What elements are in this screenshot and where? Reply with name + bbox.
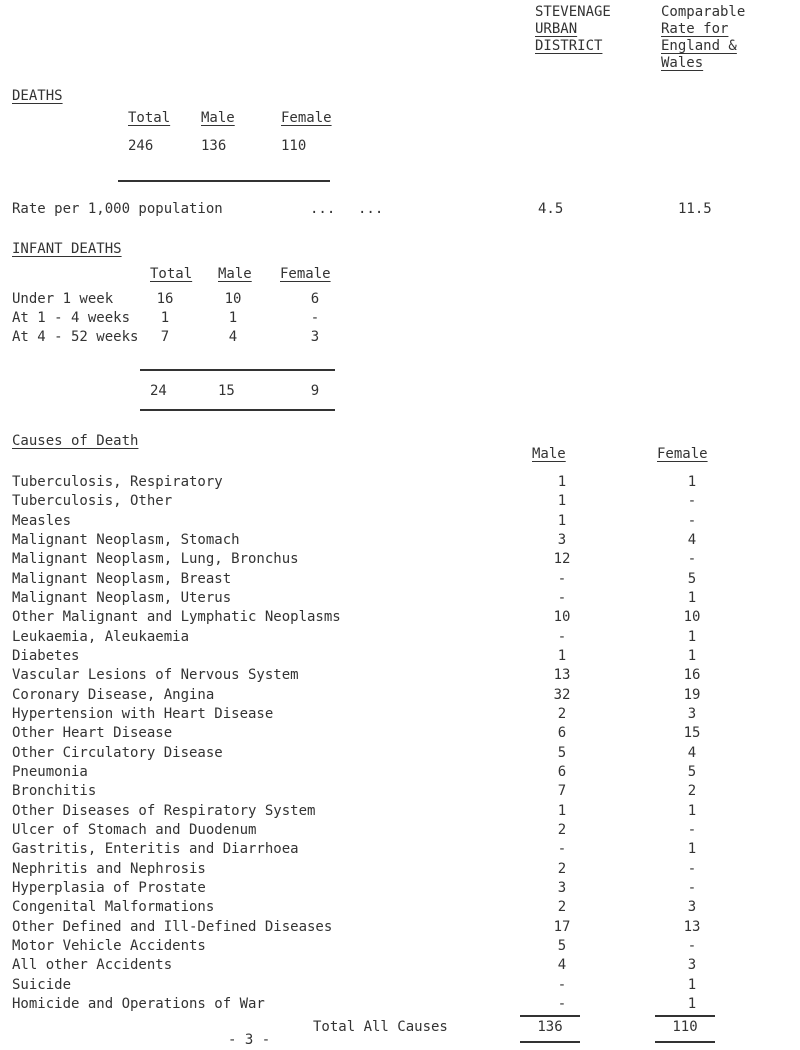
cause-row bbox=[12, 937, 732, 956]
comparable-heading bbox=[661, 4, 745, 72]
cause-male-count: - bbox=[557, 976, 567, 993]
cause-row bbox=[12, 647, 732, 666]
infant-row-female: 3 bbox=[310, 329, 320, 345]
cause-row bbox=[12, 956, 732, 975]
infant-sum-total: 24 bbox=[150, 383, 167, 399]
cause-name: Measles bbox=[12, 512, 72, 529]
cause-female-count: 3 bbox=[687, 706, 697, 722]
cause-male-count: 5 bbox=[557, 744, 567, 761]
cause-female-count: - bbox=[687, 860, 697, 877]
cause-row bbox=[12, 570, 732, 589]
cause-female-count: - bbox=[687, 551, 697, 568]
causes-heading: Causes of Death bbox=[12, 433, 139, 449]
cause-male-count: 2 bbox=[557, 860, 567, 877]
cause-row bbox=[12, 976, 732, 995]
cause-name: Malignant Neoplasm, Uterus bbox=[12, 590, 232, 606]
causes-male-header: Male bbox=[532, 446, 566, 462]
rate-label: Rate per 1,000 population bbox=[12, 201, 223, 217]
cause-female-count: 1 bbox=[687, 976, 697, 993]
cause-name: Congenital Malformations bbox=[12, 899, 215, 916]
infant-sum-rule-top bbox=[140, 369, 335, 371]
comparable-heading-line3: England & bbox=[661, 38, 737, 54]
cause-row bbox=[12, 531, 732, 550]
cause-row bbox=[12, 589, 732, 608]
comparable-heading-line4: Wales bbox=[661, 55, 704, 71]
rate-dots-1: ... bbox=[310, 201, 336, 217]
cause-name: Other Defined and Ill-Defined Diseases bbox=[12, 918, 333, 935]
cause-name: Other Heart Disease bbox=[12, 725, 173, 742]
cause-row bbox=[12, 879, 732, 898]
cause-row bbox=[12, 550, 732, 569]
cause-row bbox=[12, 628, 732, 647]
cause-male-count: 2 bbox=[557, 706, 567, 722]
cause-female-count: 1 bbox=[687, 995, 697, 1012]
cause-name: Leukaemia, Aleukaemia bbox=[12, 628, 190, 645]
cause-female-count: 1 bbox=[687, 841, 697, 858]
cause-row bbox=[12, 608, 732, 627]
cause-name: Suicide bbox=[12, 976, 72, 993]
infant-row-label: At 1 - 4 weeks bbox=[12, 310, 131, 326]
cause-male-count: 2 bbox=[557, 899, 567, 916]
cause-female-count: 3 bbox=[687, 957, 697, 974]
cause-female-count: 15 bbox=[683, 725, 701, 742]
cause-male-count: 13 bbox=[553, 667, 571, 684]
cause-female-count: 13 bbox=[683, 918, 701, 935]
stevenage-heading-line1: STEVENAGE bbox=[535, 4, 611, 20]
causes-female-header: Female bbox=[657, 446, 708, 462]
cause-male-count: 6 bbox=[557, 725, 567, 742]
cause-name: Malignant Neoplasm, Stomach bbox=[12, 532, 240, 548]
cause-row bbox=[12, 763, 732, 782]
cause-name: Malignant Neoplasm, Breast bbox=[12, 570, 232, 587]
cause-name: Pneumonia bbox=[12, 764, 88, 780]
cause-row bbox=[12, 492, 732, 511]
cause-row bbox=[12, 898, 732, 917]
cause-name: Other Circulatory Disease bbox=[12, 744, 223, 761]
infant-row-label: Under 1 week bbox=[12, 291, 114, 307]
cause-name: Diabetes bbox=[12, 648, 80, 664]
infant-sum-male: 15 bbox=[218, 383, 235, 399]
cause-male-count: 32 bbox=[553, 686, 571, 703]
cause-name: Hypertension with Heart Disease bbox=[12, 706, 274, 722]
infant-sum-rule-bottom bbox=[140, 409, 335, 411]
cause-female-count: 1 bbox=[687, 474, 697, 490]
cause-female-count: - bbox=[687, 493, 697, 510]
deaths-rule bbox=[118, 180, 330, 182]
causes-total-rule-top-male bbox=[520, 1015, 580, 1017]
causes-total-rule-bottom-female bbox=[655, 1041, 715, 1043]
infant-sum-female: 9 bbox=[310, 383, 320, 399]
cause-female-count: - bbox=[687, 821, 697, 838]
deaths-female-value: 110 bbox=[281, 138, 307, 154]
cause-male-count: 10 bbox=[553, 609, 571, 626]
infant-row-male: 4 bbox=[228, 329, 238, 345]
infant-row-total: 1 bbox=[160, 310, 170, 326]
infant-male-header: Male bbox=[218, 266, 252, 282]
cause-female-count: 1 bbox=[687, 648, 697, 664]
cause-row bbox=[12, 840, 732, 859]
cause-row bbox=[12, 705, 732, 724]
cause-male-count: 1 bbox=[557, 512, 567, 529]
infant-deaths-heading: INFANT DEATHS bbox=[12, 241, 122, 257]
stevenage-heading-line3: DISTRICT bbox=[535, 38, 603, 54]
comparable-heading-line2: Rate for bbox=[661, 21, 729, 37]
cause-male-count: 12 bbox=[553, 551, 571, 568]
cause-female-count: 5 bbox=[687, 570, 697, 587]
cause-female-count: - bbox=[687, 937, 697, 954]
cause-row bbox=[12, 802, 732, 821]
cause-male-count: 7 bbox=[557, 783, 567, 800]
infant-row-total: 16 bbox=[156, 291, 174, 307]
infant-row-male: 10 bbox=[224, 291, 242, 307]
stevenage-heading-line2: URBAN bbox=[535, 21, 578, 37]
infant-row-female: 6 bbox=[310, 291, 320, 307]
cause-row bbox=[12, 821, 732, 840]
cause-male-count: - bbox=[557, 841, 567, 858]
cause-name: Vascular Lesions of Nervous System bbox=[12, 667, 299, 684]
deaths-total-header: Total bbox=[128, 110, 171, 126]
stevenage-heading bbox=[535, 4, 611, 55]
cause-female-count: 10 bbox=[683, 609, 701, 626]
cause-male-count: 2 bbox=[557, 821, 567, 838]
cause-name: Tuberculosis, Other bbox=[12, 493, 173, 510]
cause-female-count: 2 bbox=[687, 783, 697, 800]
causes-total-male: 136 bbox=[537, 1019, 563, 1035]
cause-male-count: - bbox=[557, 995, 567, 1012]
cause-female-count: 1 bbox=[687, 802, 697, 819]
cause-name: Other Diseases of Respiratory System bbox=[12, 802, 316, 819]
cause-name: Ulcer of Stomach and Duodenum bbox=[12, 821, 257, 838]
cause-name: Hyperplasia of Prostate bbox=[12, 879, 206, 896]
cause-row bbox=[12, 473, 732, 492]
cause-name: Tuberculosis, Respiratory bbox=[12, 474, 223, 490]
cause-male-count: 3 bbox=[557, 532, 567, 548]
cause-name: Bronchitis bbox=[12, 783, 97, 800]
cause-female-count: 3 bbox=[687, 899, 697, 916]
cause-female-count: 19 bbox=[683, 686, 701, 703]
infant-row-label: At 4 - 52 weeks bbox=[12, 329, 139, 345]
cause-male-count: 3 bbox=[557, 879, 567, 896]
cause-female-count: 4 bbox=[687, 744, 697, 761]
cause-row bbox=[12, 995, 732, 1014]
cause-name: Other Malignant and Lymphatic Neoplasms bbox=[12, 609, 341, 626]
cause-name: Malignant Neoplasm, Lung, Bronchus bbox=[12, 551, 299, 568]
cause-male-count: 1 bbox=[557, 802, 567, 819]
deaths-male-value: 136 bbox=[201, 138, 227, 154]
cause-name: Motor Vehicle Accidents bbox=[12, 937, 206, 954]
cause-female-count: - bbox=[687, 879, 697, 896]
cause-name: Coronary Disease, Angina bbox=[12, 686, 215, 703]
cause-row bbox=[12, 724, 732, 743]
deaths-total-value: 246 bbox=[128, 138, 154, 154]
cause-female-count: 1 bbox=[687, 590, 697, 606]
cause-male-count: 1 bbox=[557, 474, 567, 490]
infant-row-total: 7 bbox=[160, 329, 170, 345]
cause-female-count: - bbox=[687, 512, 697, 529]
causes-total-rule-top-female bbox=[655, 1015, 715, 1017]
cause-female-count: 1 bbox=[687, 628, 697, 645]
rate-england-value: 11.5 bbox=[678, 201, 712, 217]
causes-total-female: 110 bbox=[672, 1019, 698, 1035]
cause-male-count: 5 bbox=[557, 937, 567, 954]
deaths-male-header: Male bbox=[201, 110, 235, 126]
cause-row bbox=[12, 512, 732, 531]
cause-name: All other Accidents bbox=[12, 957, 173, 974]
cause-row bbox=[12, 782, 732, 801]
infant-row-female: - bbox=[310, 310, 320, 326]
page-number: - 3 - bbox=[228, 1032, 271, 1048]
cause-row bbox=[12, 744, 732, 763]
cause-male-count: 6 bbox=[557, 764, 567, 780]
cause-male-count: 4 bbox=[557, 957, 567, 974]
cause-male-count: 17 bbox=[553, 918, 571, 935]
cause-row bbox=[12, 686, 732, 705]
cause-row bbox=[12, 666, 732, 685]
causes-total-label: Total All Causes bbox=[313, 1019, 448, 1035]
causes-total-rule-bottom-male bbox=[520, 1041, 580, 1043]
cause-male-count: - bbox=[557, 570, 567, 587]
infant-row-male: 1 bbox=[228, 310, 238, 326]
cause-female-count: 16 bbox=[683, 667, 701, 684]
infant-female-header: Female bbox=[280, 266, 331, 282]
cause-male-count: - bbox=[557, 590, 567, 606]
infant-total-header: Total bbox=[150, 266, 193, 282]
cause-row bbox=[12, 860, 732, 879]
rate-stevenage-value: 4.5 bbox=[538, 201, 564, 217]
cause-row bbox=[12, 918, 732, 937]
cause-male-count: - bbox=[557, 628, 567, 645]
cause-male-count: 1 bbox=[557, 493, 567, 510]
rate-dots-2: ... bbox=[358, 201, 384, 217]
cause-name: Homicide and Operations of War bbox=[12, 995, 265, 1012]
deaths-female-header: Female bbox=[281, 110, 332, 126]
cause-male-count: 1 bbox=[557, 648, 567, 664]
cause-name: Nephritis and Nephrosis bbox=[12, 860, 206, 877]
cause-female-count: 5 bbox=[687, 764, 697, 780]
comparable-heading-line1: Comparable bbox=[661, 4, 746, 20]
deaths-heading: DEATHS bbox=[12, 88, 63, 104]
cause-name: Gastritis, Enteritis and Diarrhoea bbox=[12, 841, 299, 858]
cause-female-count: 4 bbox=[687, 532, 697, 548]
